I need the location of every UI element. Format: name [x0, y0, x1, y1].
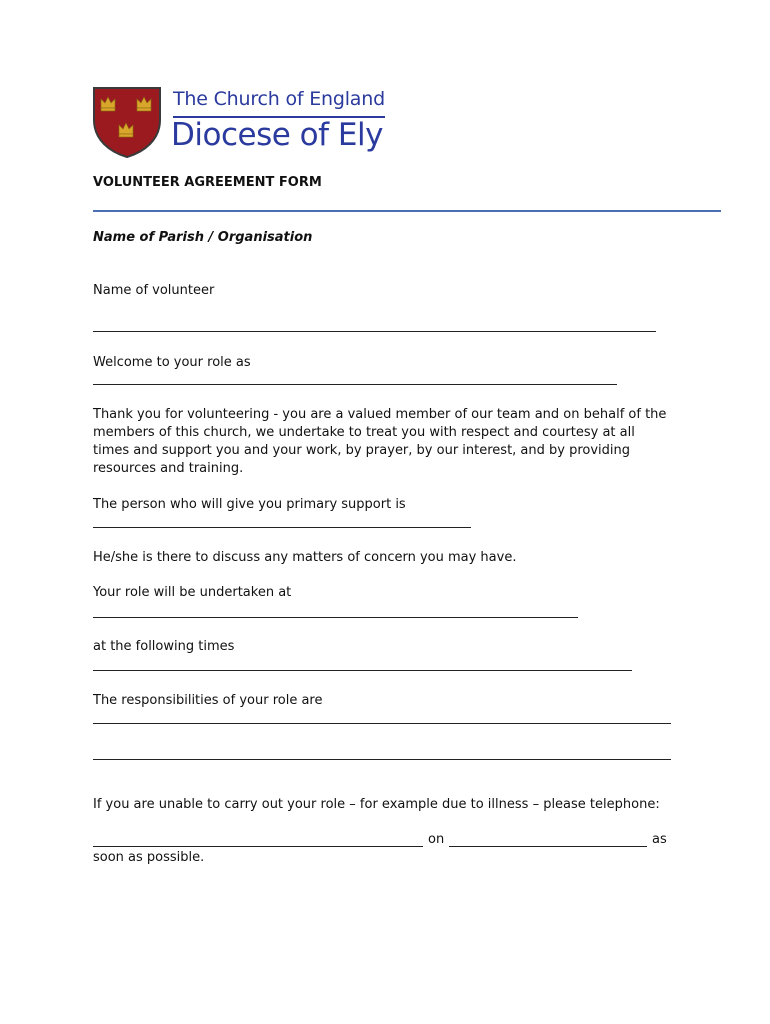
soon-text: soon as possible.	[93, 850, 205, 865]
illness-text: If you are unable to carry out your role – for example due to illness – please telephone:	[93, 797, 660, 812]
location-label: Your role will be undertaken at	[93, 585, 292, 600]
volunteer-name-field[interactable]	[93, 331, 656, 332]
times-label: at the following times	[93, 639, 235, 654]
volunteer-label: Name of volunteer	[93, 283, 215, 298]
welcome-label: Welcome to your role as	[93, 355, 251, 370]
times-field[interactable]	[93, 670, 632, 671]
role-field[interactable]	[93, 384, 617, 385]
title-divider	[93, 210, 721, 212]
support-label: The person who will give you primary support is	[93, 497, 406, 512]
parish-label: Name of Parish / Organisation	[93, 230, 313, 245]
logo-text-diocese: Diocese of Ely	[171, 117, 383, 153]
thanks-paragraph: Thank you for volunteering - you are a valued member of our team and on behalf of the members of this church, we undertake to treat you with respect and courtesy at all times and support you and your work, by prayer, by our interest, and by providing resources and training.	[93, 407, 667, 476]
responsibilities-label: The responsibilities of your role are	[93, 693, 323, 708]
on-word: on	[428, 832, 445, 847]
contact-name-field[interactable]	[93, 846, 423, 847]
form-title: VOLUNTEER AGREEMENT FORM	[93, 175, 322, 190]
diocese-shield-logo	[92, 86, 162, 158]
as-word: as	[652, 832, 667, 847]
location-field[interactable]	[93, 617, 578, 618]
responsibilities-field-1[interactable]	[93, 723, 671, 724]
responsibilities-field-2[interactable]	[93, 759, 671, 760]
concern-text: He/she is there to discuss any matters of concern you may have.	[93, 550, 517, 565]
support-person-field[interactable]	[93, 527, 471, 528]
contact-phone-field[interactable]	[449, 846, 647, 847]
logo-text-church: The Church of England	[173, 88, 385, 110]
